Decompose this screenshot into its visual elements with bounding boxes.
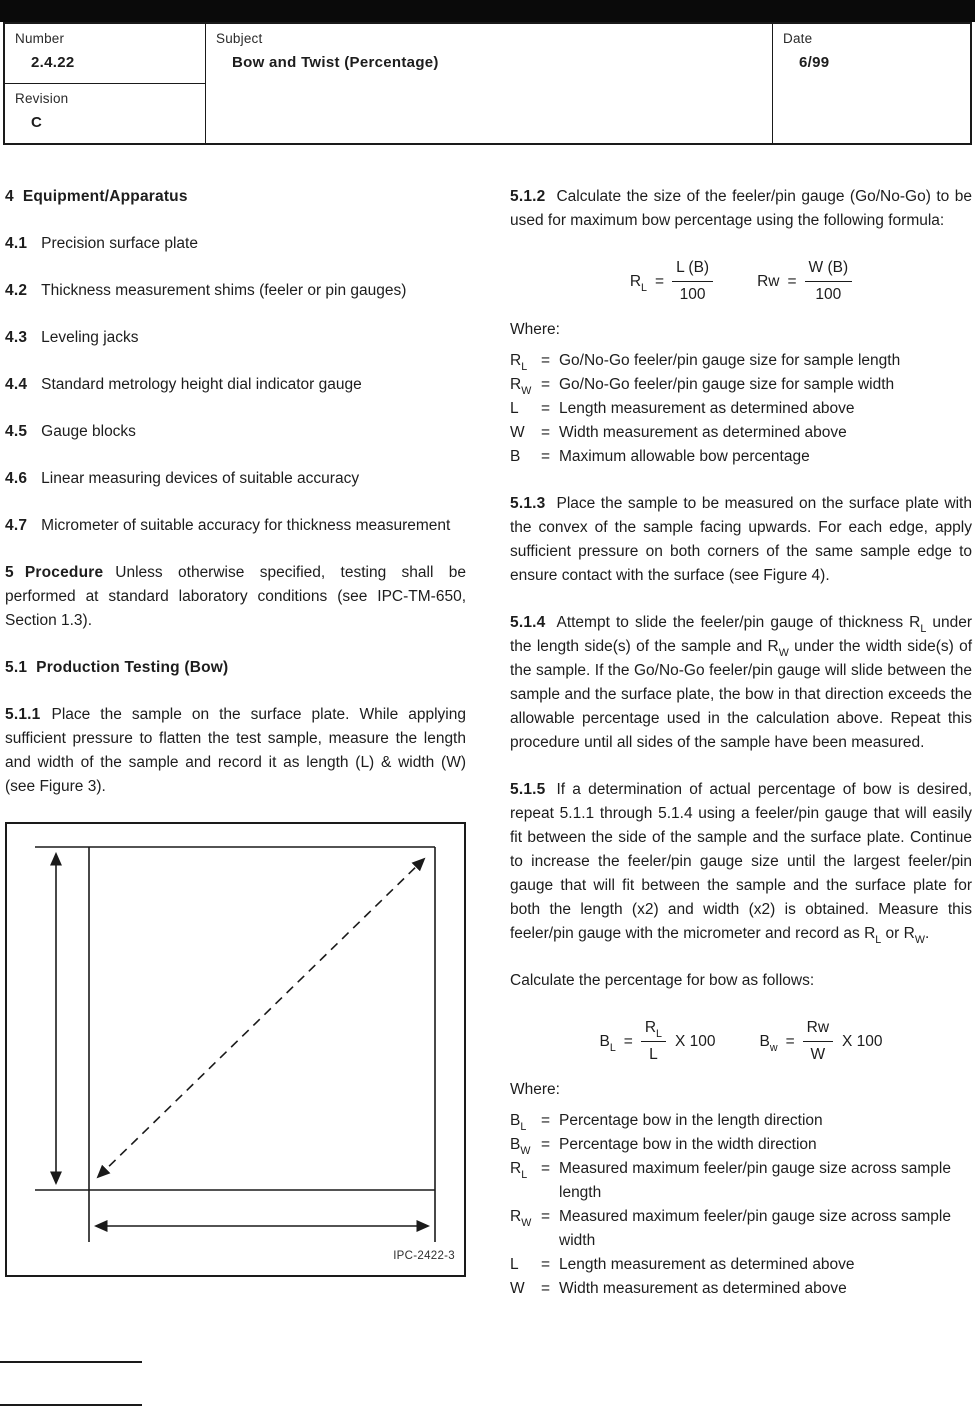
equipment-item-4-1 xyxy=(5,232,466,256)
formula-symbol: $R_L$ xyxy=(629,272,647,294)
section-5-1-4-number: 5.1.4 xyxy=(510,614,546,631)
calculate-bow-line: Calculate the percentage for bow as follows: xyxy=(510,972,815,989)
formula-symbol: $B_w$ xyxy=(759,1032,778,1054)
equals-sign: = xyxy=(623,1032,633,1050)
formula-term-bl xyxy=(599,1016,715,1067)
fraction xyxy=(641,1016,666,1067)
header-cell-date xyxy=(773,24,970,143)
equals-sign: = xyxy=(541,448,551,465)
section-4-heading xyxy=(5,185,466,209)
equals-sign: = xyxy=(541,376,551,393)
right-column xyxy=(510,185,972,1301)
equals-sign: = xyxy=(541,400,551,417)
formula-symbol: Rw xyxy=(757,272,780,290)
definition-description: Go/No-Go feeler/pin gauge size for sample width xyxy=(559,376,895,393)
fraction xyxy=(805,256,853,307)
section-5-1-1-paragraph xyxy=(5,703,466,799)
section-5-1-5-paragraph xyxy=(510,778,972,946)
equals-sign: = xyxy=(787,272,797,290)
formula-bow-percentage xyxy=(510,1016,972,1067)
section-5-1-2-paragraph xyxy=(510,185,972,233)
section-5-1-2-text: Calculate the size of the feeler/pin gauge (Go/No-Go) to be used for maximum bow percentage using the following formula: xyxy=(510,188,972,229)
footnote-rule-1 xyxy=(0,1361,142,1363)
definition-description: Percentage bow in the width direction xyxy=(559,1136,817,1153)
definition-description: Width measurement as determined above xyxy=(559,424,847,441)
definition-symbol: $R_L$ xyxy=(510,1160,528,1182)
definition-row xyxy=(510,373,972,397)
definition-row xyxy=(510,445,972,469)
definition-description: Maximum allowable bow percentage xyxy=(559,448,810,465)
section-5-1-3-number: 5.1.3 xyxy=(510,495,546,512)
fraction-denominator: 100 xyxy=(679,286,706,303)
item-text: Standard metrology height dial indicator gauge xyxy=(41,376,362,393)
equipment-item-4-5 xyxy=(5,420,466,444)
definition-symbol: $B_L$ xyxy=(510,1112,527,1134)
section-5-1-4-paragraph xyxy=(510,611,972,755)
fraction xyxy=(803,1016,833,1067)
item-number: 4.1 xyxy=(5,235,28,252)
item-text: Thickness measurement shims (feeler or pin gauges) xyxy=(41,282,407,299)
item-text: Linear measuring devices of suitable accuracy xyxy=(41,470,360,487)
definition-row xyxy=(510,1109,972,1133)
section-5-1-number: 5.1 xyxy=(5,659,28,676)
item-number: 4.3 xyxy=(5,329,28,346)
formula-gauge-size xyxy=(510,256,972,307)
equals-sign: = xyxy=(541,1256,551,1273)
item-number: 4.5 xyxy=(5,423,28,440)
formula-symbol: $B_L$ xyxy=(599,1032,616,1054)
definition-description: Width measurement as determined above xyxy=(559,1280,847,1297)
definition-symbol: L xyxy=(510,400,519,417)
section-5-1-2-number: 5.1.2 xyxy=(510,188,546,205)
item-text: Micrometer of suitable accuracy for thickness measurement xyxy=(41,517,451,534)
definition-description: Percentage bow in the length direction xyxy=(559,1112,823,1129)
equals-sign: = xyxy=(541,1280,551,1297)
equals-sign: = xyxy=(655,272,665,290)
section-5-1-heading xyxy=(5,656,466,680)
equals-sign: = xyxy=(541,424,551,441)
subject-value: Bow and Twist (Percentage) xyxy=(232,54,439,71)
definition-row xyxy=(510,397,972,421)
subject-label: Subject xyxy=(216,31,263,46)
equipment-item-4-7 xyxy=(5,514,466,538)
revision-value: C xyxy=(31,114,43,131)
section-5-text: Unless otherwise specified, testing shall be performed at standard laboratory conditions (see IPC-TM-650, Section 1.3). xyxy=(5,564,466,629)
equals-sign: = xyxy=(541,1208,551,1225)
revision-label: Revision xyxy=(15,91,69,106)
definition-symbol: W xyxy=(510,1280,525,1297)
formula-term-rw xyxy=(757,256,852,307)
header-cell-revision xyxy=(5,84,206,143)
equipment-item-4-3 xyxy=(5,326,466,350)
definition-description: Measured maximum feeler/pin gauge size across sample width xyxy=(559,1208,951,1249)
definition-row xyxy=(510,1253,972,1277)
item-text: Leveling jacks xyxy=(41,329,139,346)
equals-sign: = xyxy=(541,1160,551,1177)
section-5-1-3-paragraph xyxy=(510,492,972,588)
equals-sign: = xyxy=(541,1112,551,1129)
date-value: 6/99 xyxy=(799,54,830,71)
section-5-1-4-text: Attempt to slide the feeler/pin gauge of thickness $R_L$ under the length side(s) of the sample and $R_W$ under the width side(s) of the sample. If the Go/No-Go feeler/pin gauge will slide between the sample and the surface plate, the bow in that direction exceeds the allowable percentage used in the calculation above. Repeat this procedure until all sides of the sample have been measured. xyxy=(510,614,973,751)
header-cell-subject xyxy=(206,24,773,143)
item-text: Gauge blocks xyxy=(41,423,136,440)
footnote-rule-2 xyxy=(0,1404,142,1406)
definition-description: Measured maximum feeler/pin gauge size across sample length xyxy=(559,1160,951,1201)
section-5-1-1-text: Place the sample on the surface plate. While applying sufficient pressure to flatten the test sample, measure the length and width of the sample and record it as length (L) & width (W) (see Figure 3). xyxy=(5,706,466,795)
definitions-list-2 xyxy=(510,1109,972,1301)
fraction-numerator: W (B) xyxy=(805,256,853,282)
definition-symbol: $R_L$ xyxy=(510,352,528,374)
equipment-item-4-6 xyxy=(5,467,466,491)
definition-description: Length measurement as determined above xyxy=(559,400,855,417)
fraction-numerator: $R_L$ xyxy=(641,1016,666,1042)
section-5-number: 5 xyxy=(5,564,14,581)
item-number: 4.2 xyxy=(5,282,28,299)
figure-3-sample-measurement xyxy=(5,822,466,1277)
header-table xyxy=(3,22,972,145)
definition-row xyxy=(510,421,972,445)
definition-description: Go/No-Go feeler/pin gauge size for sample length xyxy=(559,352,901,369)
section-5-1-5-text: If a determination of actual percentage of bow is desired, repeat 5.1.1 through 5.1.4 using a feeler/pin gauge that will easily fit between the side of the sample and the surface plate. Continue to increase the feeler/pin gauge size until the largest feeler/pin gauge that will fit between the sample and the surface plate for both the length (x2) and width (x2) is obtained. Measure this feeler/pin gauge with the micrometer and record as $R_L$ or $R_W$. xyxy=(510,781,972,947)
sample-diagram xyxy=(7,824,464,1275)
definition-symbol: W xyxy=(510,424,525,441)
formula-term-rl xyxy=(630,256,713,307)
section-4-title: Equipment/Apparatus xyxy=(22,188,188,205)
section-5-1-1-number: 5.1.1 xyxy=(5,706,41,723)
fraction xyxy=(672,256,713,307)
equipment-item-4-4 xyxy=(5,373,466,397)
fraction-denominator: L xyxy=(649,1046,658,1063)
section-5-title: Procedure xyxy=(24,564,104,581)
item-number: 4.7 xyxy=(5,517,28,534)
left-column xyxy=(5,185,466,1277)
equipment-item-4-2 xyxy=(5,279,466,303)
where-label-1: Where: xyxy=(510,321,560,338)
fraction-numerator: Rw xyxy=(803,1016,833,1042)
section-5-1-3-text: Place the sample to be measured on the surface plate with the convex of the sample facing upwards. For each edge, apply sufficient pressure on both corners of the same sample edge to ensure contact with the surface (see Figure 4). xyxy=(510,495,972,584)
definition-row xyxy=(510,1157,972,1205)
equals-sign: = xyxy=(785,1032,795,1050)
section-5-paragraph xyxy=(5,561,466,633)
definition-symbol: $R_W$ xyxy=(510,1208,532,1230)
header-cell-number xyxy=(5,24,206,84)
definition-row xyxy=(510,1205,972,1253)
definition-description: Length measurement as determined above xyxy=(559,1256,855,1273)
definition-row xyxy=(510,349,972,373)
definition-row xyxy=(510,1277,972,1301)
number-label: Number xyxy=(15,31,65,46)
item-text: Precision surface plate xyxy=(41,235,198,252)
section-5-1-title: Production Testing (Bow) xyxy=(36,659,229,676)
section-5-1-5-number: 5.1.5 xyxy=(510,781,546,798)
multiplier: X 100 xyxy=(842,1032,883,1050)
fraction-denominator: 100 xyxy=(815,286,842,303)
date-label: Date xyxy=(783,31,813,46)
number-value: 2.4.22 xyxy=(31,54,75,71)
definition-symbol: $B_W$ xyxy=(510,1136,531,1158)
multiplier: X 100 xyxy=(674,1032,716,1050)
definition-symbol: $R_W$ xyxy=(510,376,532,398)
equals-sign: = xyxy=(541,1136,551,1153)
definition-symbol: L xyxy=(510,1256,519,1273)
item-number: 4.4 xyxy=(5,376,28,393)
definitions-list-1 xyxy=(510,349,972,469)
equals-sign: = xyxy=(541,352,551,369)
top-black-bar xyxy=(0,0,975,22)
fraction-denominator: W xyxy=(810,1046,826,1063)
definition-row xyxy=(510,1133,972,1157)
where-label-2: Where: xyxy=(510,1081,560,1098)
figure-label: IPC-2422-3 xyxy=(393,1250,455,1262)
formula-term-bw xyxy=(760,1016,883,1067)
definition-symbol: B xyxy=(510,448,521,465)
fraction-numerator: L (B) xyxy=(672,256,713,282)
diagonal-dashed-arrow xyxy=(98,859,424,1177)
item-number: 4.6 xyxy=(5,470,28,487)
section-4-number: 4 xyxy=(5,188,14,205)
